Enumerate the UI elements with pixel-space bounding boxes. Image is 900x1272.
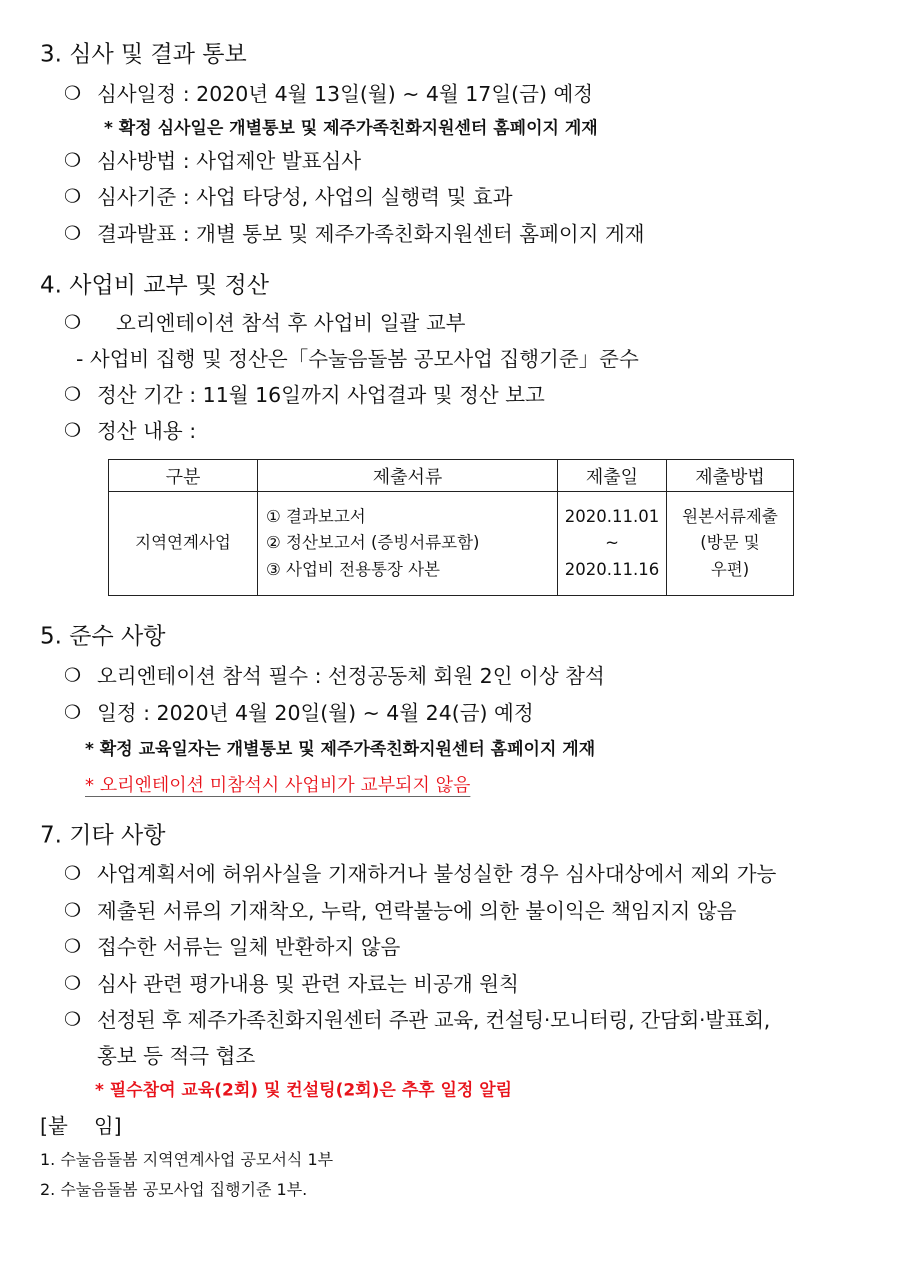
date-sep: ~ [605,533,619,553]
bullet-icon: ❍ [64,383,82,406]
settlement-content: 정산 내용 : [97,418,197,443]
section-4-title: 4. 사업비 교부 및 정산 [40,272,269,299]
other-item: 접수한 서류는 일체 반환하지 않음 [97,934,401,959]
table-row [109,492,794,596]
bullet-icon: ❍ [64,935,82,958]
education-note: * 확정 교육일자는 개별통보 및 제주가족친화지원센터 홈페이지 게재 [85,739,596,760]
bullet-icon: ❍ [64,899,82,922]
bullet-icon: ❍ [64,862,82,885]
bullet-icon: ❍ [64,222,82,245]
table-header: 제출서류 [258,460,558,492]
bullet-icon: ❍ [64,972,82,995]
orientation-schedule: 일정 : 2020년 4월 20일(월) ~ 4월 24(금) 예정 [97,700,534,725]
participation-note: * 필수참여 교육(2회) 및 컨설팅(2회)은 추후 일정 알림 [95,1080,513,1101]
section-5-title: 5. 준수 사항 [40,623,166,650]
orientation-warning: * 오리엔테이션 미참석시 사업비가 교부되지 않음 [85,775,471,796]
settlement-table [108,459,794,596]
method-line: (방문 및 [700,533,760,553]
bullet-icon: ❍ [64,1008,82,1031]
section-7-title: 7. 기타 사항 [40,822,166,849]
bullet-icon: ❍ [64,701,82,724]
bullet-icon: ❍ [64,419,82,442]
bullet-icon: ❍ [64,664,82,687]
other-item-continuation: 홍보 등 적극 협조 [97,1043,256,1068]
orientation-required: 오리엔테이션 참석 필수 : 선정공동체 회원 2인 이상 참석 [97,663,605,688]
category-cell: 지역연계사업 [109,492,258,596]
result-announcement: 결과발표 : 개별 통보 및 제주가족친화지원센터 홈페이지 게재 [97,221,645,246]
settlement-period: 정산 기간 : 11월 16일까지 사업결과 및 정산 보고 [97,382,545,407]
bullet-icon: ❍ [64,149,82,172]
date-cell [558,492,667,596]
grant-item: 오리엔테이션 참석 후 사업비 일괄 교부 [116,310,466,335]
other-item: 사업계획서에 허위사실을 기재하거나 불성실한 경우 심사대상에서 제외 가능 [97,861,777,886]
review-schedule: 심사일정 : 2020년 4월 13일(월) ~ 4월 17일(금) 예정 [97,81,594,106]
grant-dash-item: - 사업비 집행 및 정산은「수눌음돌봄 공모사업 집행기준」준수 [76,346,639,371]
other-item: 심사 관련 평가내용 및 관련 자료는 비공개 원칙 [97,971,519,996]
review-criteria: 심사기준 : 사업 타당성, 사업의 실행력 및 효과 [97,184,513,209]
method-cell [667,492,794,596]
review-method: 심사방법 : 사업제안 발표심사 [97,148,362,173]
other-item: 선정된 후 제주가족친화지원센터 주관 교육, 컨설팅·모니터링, 간담회·발표회, [97,1007,770,1032]
date-start: 2020.11.01 [564,506,660,526]
attachments-title: [붙 임] [40,1113,122,1138]
other-item: 제출된 서류의 기재착오, 누락, 연락불능에 의한 불이익은 책임지지 않음 [97,898,737,923]
table-header: 제출방법 [667,460,794,492]
attachment-item: 1. 수눌음돌봄 지역연계사업 공모서식 1부 [40,1150,334,1169]
doc-item: ② 정산보고서 (증빙서류포함) [266,533,480,553]
attachment-item: 2. 수눌음돌봄 공모사업 집행기준 1부. [40,1180,308,1199]
table-header: 제출일 [558,460,667,492]
review-note: * 확정 심사일은 개별통보 및 제주가족친화지원센터 홈페이지 게재 [104,118,598,139]
bullet-icon: ❍ [64,185,82,208]
date-end: 2020.11.16 [564,559,660,579]
doc-item: ③ 사업비 전용통장 사본 [266,559,440,579]
section-3-title: 3. 심사 및 결과 통보 [40,41,247,68]
table-header: 구분 [109,460,258,492]
method-line: 우편) [710,559,750,579]
method-line: 원본서류제출 [682,506,778,526]
docs-cell [258,492,558,596]
bullet-icon: ❍ [64,82,82,105]
bullet-icon: ❍ [64,311,82,334]
doc-item: ① 결과보고서 [266,506,366,526]
